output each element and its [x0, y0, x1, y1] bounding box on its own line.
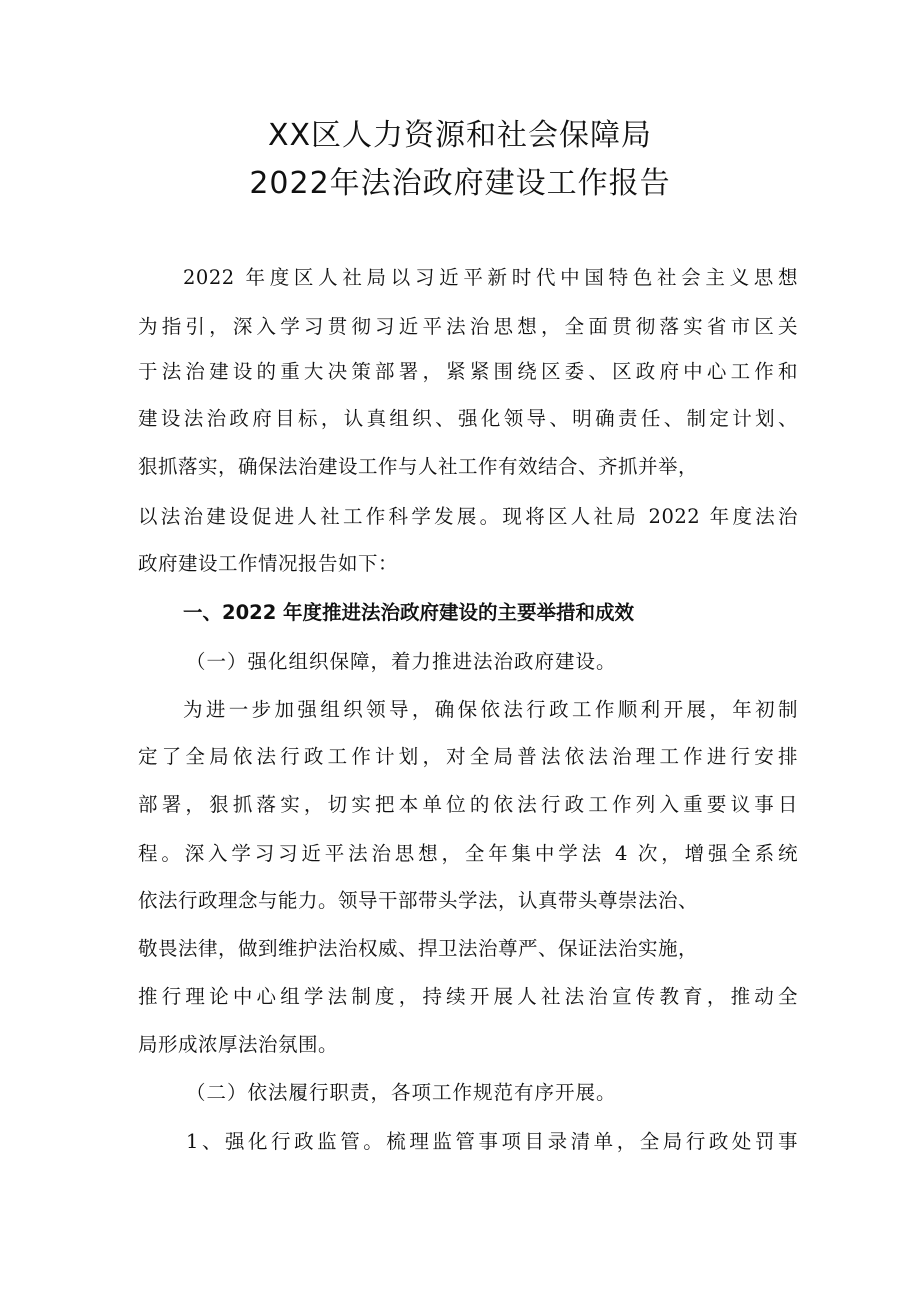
- body-line: 部署，狠抓落实，切实把本单位的依法行政工作列入重要议事日: [138, 793, 798, 816]
- body-line: 推行理论中心组学法制度，持续开展人社法治宣传教育，推动全: [138, 985, 798, 1008]
- intro-line: 政府建设工作情况报告如下：: [138, 552, 399, 575]
- section-heading: 一、2022 年度推进法治政府建设的主要举措和成效: [183, 601, 635, 624]
- intro-line: 为指引，深入学习贯彻习近平法治思想，全面贯彻落实省市区关: [138, 315, 798, 338]
- document-title-line-2: 2022年法治政府建设工作报告: [249, 166, 671, 201]
- intro-line: 狠抓落实，确保法治建设工作与人社工作有效结合、齐抓并举，: [138, 455, 699, 478]
- intro-line: 建设法治政府目标，认真组织、强化领导、明确责任、制定计划、: [138, 407, 798, 430]
- body-line: 局形成浓厚法治氛围。: [138, 1033, 339, 1056]
- intro-line: 2022 年度区人社局以习近平新时代中国特色社会主义思想: [183, 266, 798, 289]
- subsection-heading: （一）强化组织保障，着力推进法治政府建设。: [186, 650, 617, 673]
- body-line: 敬畏法律，做到维护法治权威、捍卫法治尊严、保证法治实施，: [138, 937, 699, 960]
- body-line: 定了全局依法行政工作计划，对全局普法依法治理工作进行安排: [138, 745, 798, 768]
- intro-line: 于法治建设的重大决策部署，紧紧围绕区委、区政府中心工作和: [138, 360, 798, 383]
- body-line: 依法行政理念与能力。领导干部带头学法，认真带头尊崇法治、: [138, 889, 699, 912]
- body-line: 程。深入学习习近平法治思想，全年集中学法 4 次，增强全系统: [138, 842, 798, 865]
- body-line: 为进一步加强组织领导，确保依法行政工作顺利开展，年初制: [183, 698, 798, 721]
- subsection-heading: （二）依法履行职责，各项工作规范有序开展。: [186, 1081, 617, 1104]
- item-line: 1、强化行政监管。梳理监管事项目录清单，全局行政处罚事: [186, 1130, 798, 1153]
- document-title-line-1: XX区人力资源和社会保障局: [267, 118, 653, 153]
- intro-line: 以法治建设促进人社工作科学发展。现将区人社局 2022 年度法治: [138, 505, 798, 528]
